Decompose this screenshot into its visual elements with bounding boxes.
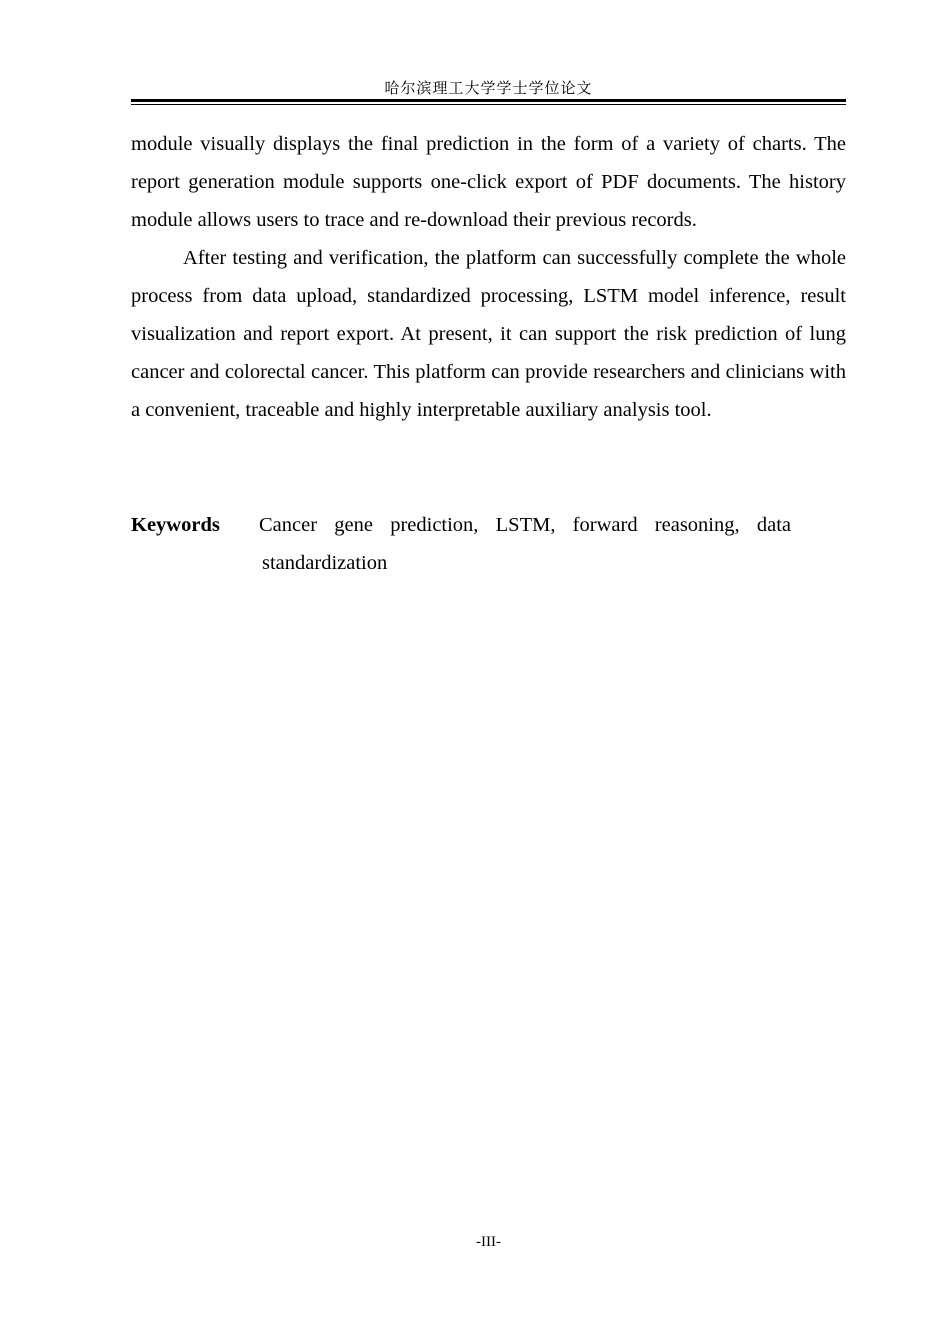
abstract-paragraph-1: module visually displays the final prediction in the form of a variety of charts. The report generation module supports one-click export of PDF documents. The history module allows users to trace and re-download their previous records. <box>131 133 846 231</box>
keywords-text <box>259 506 791 582</box>
running-header: 哈尔滨理工大学学士学位论文 <box>384 79 593 97</box>
keywords-line-1: Cancer gene prediction, LSTM, forward reasoning, data <box>259 514 791 536</box>
abstract-paragraph-2: After testing and verification, the platform can successfully complete the whole process from data upload, standardized processing, LSTM model inference, result visualization and report export. At present, it can support the risk prediction of lung cancer and colorectal cancer. This platform can provide researchers and clinicians with a convenient, traceable and highly interpretable auxiliary analysis tool. <box>131 247 846 421</box>
keywords-label: Keywords <box>131 514 220 536</box>
header-rule-thick <box>131 99 846 102</box>
page-number: -III- <box>476 1234 501 1250</box>
keywords-line-2: standardization <box>262 552 388 574</box>
header-rule-thin <box>131 104 846 105</box>
abstract-body <box>131 125 846 429</box>
keywords-section <box>131 506 791 582</box>
